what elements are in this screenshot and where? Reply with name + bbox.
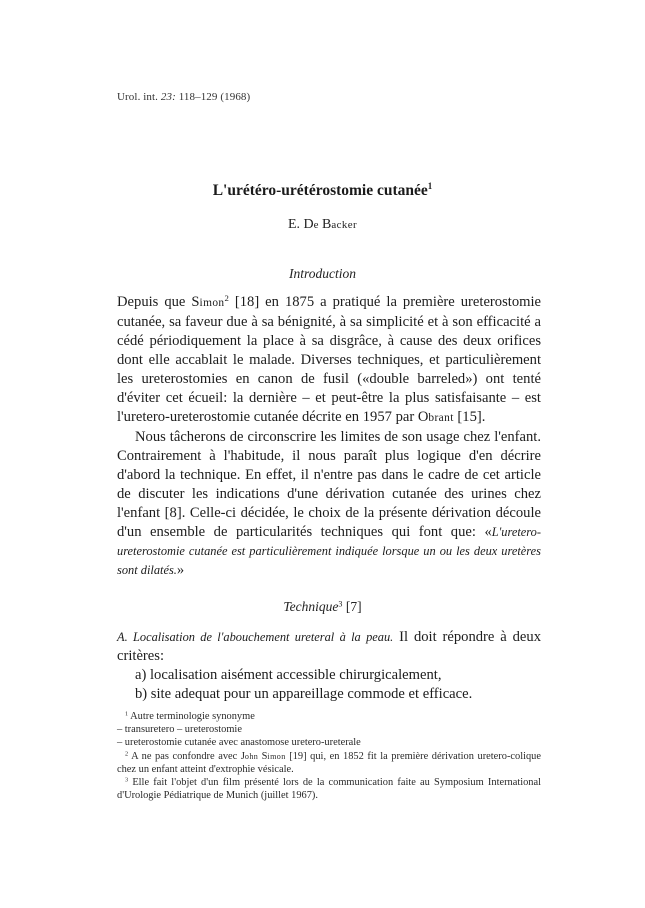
author-particle: e (313, 219, 323, 231)
journal-name: Urol. int. (117, 91, 159, 103)
intro-paragraph-1 (117, 293, 541, 428)
technique-a-text: Il doit répondre à deux critères: (117, 629, 541, 664)
intro-p1-obrant-rest: brant (428, 412, 454, 424)
criteria-item: a) localisation aisément accessible chirurgicalement, (135, 667, 442, 683)
intro-p1-text-c: [15]. (453, 409, 486, 425)
criteria-item: b) site adequat pour un appareillage commode et efficace. (135, 686, 473, 702)
intro-p1-footnote-mark: 2 (224, 293, 229, 304)
author-surname-rest: acker (331, 219, 357, 231)
footnote-2-john-rest: ohn (244, 751, 262, 761)
footnote-3-mark: 3 (125, 776, 129, 784)
technique-paragraph-a (117, 628, 541, 666)
footnote-2-text-a: A ne pas confondre avec (128, 750, 241, 762)
criteria-list (117, 666, 541, 704)
intro-p2-text: Nous tâcherons de circonscrire les limites de son usage chez l'enfant. Contrairement à l'habitude, il nous paraît plus logique d'en décrire d'abord la technique. En effet, il n'entre pas dans le cadre de cet article de discuter les indications d'une dérivation cutanée des urines chez l'enfant [8]. Celle-ci décidée, le choix de la présente dérivation découle d'un ensemble de particularités techniques qui font que: « (117, 429, 541, 540)
technique-body (117, 628, 541, 704)
author-line (0, 217, 645, 233)
journal-pages: 118–129 (1968) (178, 91, 251, 103)
footnote-1-line-2: – transuretero – ureterostomie (117, 724, 242, 736)
footnote-2 (117, 750, 541, 776)
technique-footnote-mark: 3 (338, 599, 343, 609)
intro-p1-obrant-initial: O (417, 409, 429, 425)
introduction-body (117, 293, 541, 580)
author-surname-initial: B (322, 217, 332, 232)
intro-p1-simon-rest: imon (199, 297, 225, 309)
title-footnote-mark: 1 (427, 181, 433, 191)
section-heading-introduction: Introduction (289, 266, 356, 281)
technique-a-label: A. Localisation de l'abouchement ureteral à la peau. (117, 630, 394, 644)
intro-p1-text-a: Depuis que (117, 294, 192, 310)
footnote-1-mark: 1 (125, 710, 129, 718)
footnote-2-mark: 2 (125, 750, 129, 758)
technique-heading-text: Technique (283, 599, 339, 614)
journal-volume: 23: (160, 91, 176, 103)
footnote-1 (117, 710, 541, 723)
intro-p2-quote: L'uretero-ureterostomie cutanée est particulièrement indiquée lorsque un ou les deux uretères sont dilatés. (117, 525, 541, 577)
intro-p1-simon-initial: S (191, 294, 200, 310)
footnote-1-line-1: Autre terminologie synonyme (128, 711, 255, 722)
footnote-1-line-3: – ureterostomie cutanée avec anastomose uretero-ureterale (117, 737, 361, 749)
article-title-text: L'urétéro-urétérostomie cutanée (212, 182, 428, 199)
footnote-2-text-b: [19] qui, en 1852 fit la première dérivation uretero-colique chez un enfant atteint d'extrophie vésicale. (117, 750, 541, 775)
journal-reference (117, 91, 250, 103)
article-title (0, 182, 645, 200)
footnote-2-john-initial: J (240, 750, 245, 762)
intro-paragraph-2 (117, 428, 541, 580)
intro-p2-close-quote: » (176, 562, 185, 578)
footnote-3-text: Elle fait l'objet d'un film présenté lors de la communication faite au Symposium International d'Urologie Pédiatrique de Munich (juillet 1967). (117, 777, 541, 802)
intro-p1-text-b: [18] en 1875 a pratiqué la première ureterostomie cutanée, sa faveur due à sa bénignité, à sa simplicité et à son efficacité a cédé périodiquement la place à sa disgrâce, à cause des deux orifices dont elle accablait le malade. Diverses techniques, et particulièrement les ureterostomies en canon de fusil («double barreled») ont tenté d'éviter cet écueil: la dernière – et peut-être la plus satisfaisante – est l'uretero-ureterostomie cutanée décrite en 1957 par (117, 294, 541, 425)
footnote-2-simon-rest: imon (267, 751, 286, 761)
section-heading-technique (0, 599, 645, 615)
technique-reference: [7] (345, 599, 362, 614)
footnotes (117, 710, 541, 802)
footnote-2-simon-initial: S (261, 750, 268, 762)
footnote-3 (117, 776, 541, 802)
author-initial: E. D (288, 217, 314, 232)
